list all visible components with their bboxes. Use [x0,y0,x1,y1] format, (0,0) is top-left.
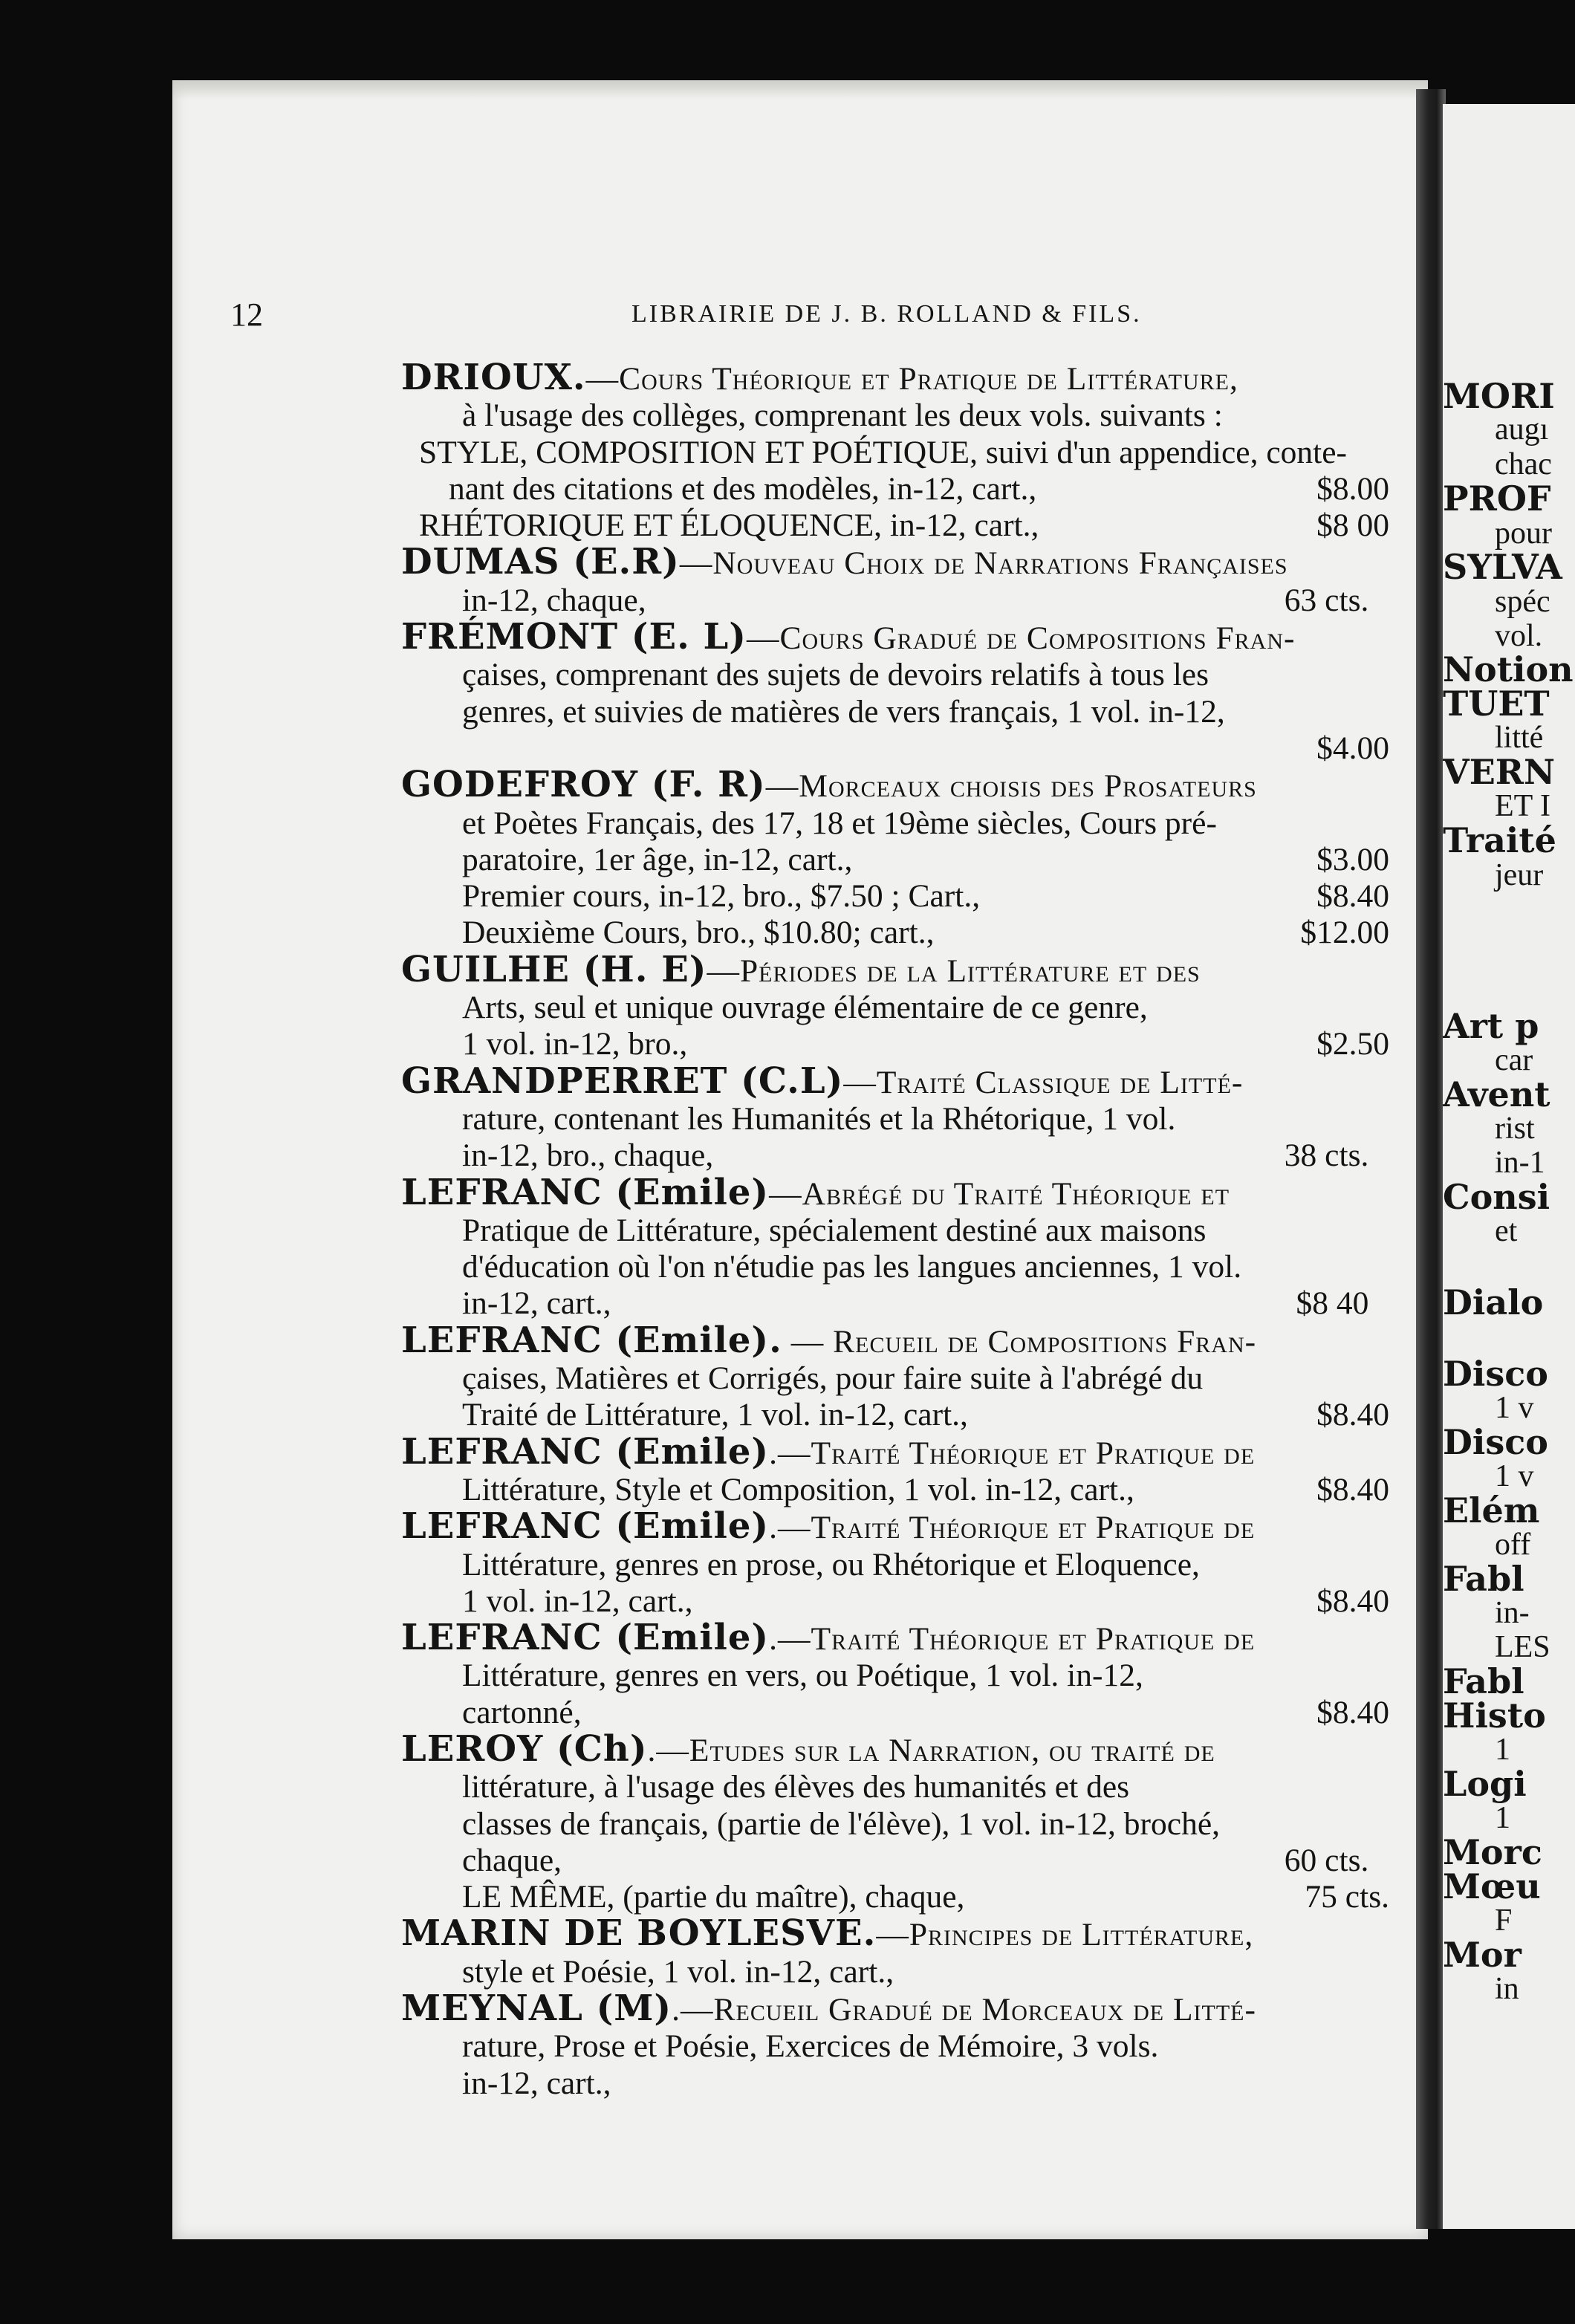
entry-text: Pratique de Littérature, spécialement destiné aux maisons [462,1212,1207,1248]
author-name: MEYNAL (M) [401,1987,672,2030]
adjacent-line: PROF [1443,478,1551,519]
entry-text: classes de français, (partie de l'élève), 1 vol. in-12, broché, [462,1805,1220,1842]
entry-text: —Nouveau Choix de Narrations Françaises [679,545,1288,582]
extra-line [401,1879,1389,1915]
adjacent-line: Disco [1443,1354,1548,1394]
adjacent-line: Art p [1443,1006,1539,1046]
author-name: FRÉMONT (E. L) [401,616,747,658]
entry-text: style et Poésie, 1 vol. in-12, cart., [462,1953,894,1990]
catalog-entry [401,1617,1389,1731]
entry-price: $2.50 [1316,1026,1389,1062]
entry-text: Littérature, genres en prose, ou Rhétorique et Eloquence, [462,1546,1200,1583]
author-name: LEFRANC (Emile) [401,1430,770,1473]
entry-text: Arts, seul et unique ouvrage élémentaire de ce genre, [462,990,1148,1026]
adjacent-line: Elém [1443,1490,1540,1531]
adjacent-line: 1 [1495,1801,1510,1835]
sub-entry-text: nant des citations et des modèles, in-12, cart., [449,470,1037,507]
adjacent-line: Notion [1443,649,1574,689]
entry-text: in-12, bro., chaque, [462,1137,714,1174]
entry-price: $8.40 [1316,1694,1389,1730]
entry-text: 1 vol. in-12, cart., [462,1583,693,1619]
adjacent-line: pour [1495,516,1552,551]
adjacent-line: augı [1495,412,1549,447]
entry-text: littérature, à l'usage des élèves des humanités et des [462,1769,1130,1805]
entry-text: cartonné, [462,1694,582,1730]
author-name: DRIOUX. [401,357,586,398]
entry-text: —Abrégé du Traité Théorique et [769,1175,1230,1212]
entry-text: Traité de Littérature, 1 vol. in-12, cart., [462,1397,968,1433]
author-name: LEFRANC (Emile) [401,1505,770,1548]
book-gutter [1416,89,1446,2229]
page-header [230,296,1389,337]
author-name: GODEFROY (F. R) [401,764,766,806]
entry-text: rature, contenant les Humanités et la Rhétorique, 1 vol. [462,1100,1176,1137]
adjacent-line: TUET [1443,684,1550,724]
catalog-entry [401,1727,1389,1879]
entry-text: çaises, comprenant des sujets de devoirs relatifs à tous les [462,657,1209,693]
sub-entry-text: RHÉTORIQUE ET ÉLOQUENCE, in-12, cart., [419,507,1039,544]
entry-text: —Cours Théorique et Pratique de Littérature, [585,361,1238,397]
catalog-entry [401,1912,1389,1990]
entry-text: Littérature, genres en vers, ou Poétique, 1 vol. in-12, [462,1658,1143,1694]
adjacent-line: Logi [1443,1764,1527,1804]
author-name: MARIN DE BOYLESVE. [401,1912,877,1955]
adjacent-line: vol. [1495,619,1543,653]
adjacent-line: Fabl [1443,1559,1524,1599]
entry-text: .—Traité Théorique et Pratique de [769,1510,1256,1546]
entry-price: 60 cts. [1284,1842,1369,1878]
entry-text: chaque, [462,1842,562,1878]
adjacent-line: in-1 [1495,1146,1545,1180]
adjacent-line: Histo [1443,1695,1546,1736]
entry-price: $8.40 [1316,1471,1389,1507]
entry-text: d'éducation où l'on n'étudie pas les langues anciennes, 1 vol. [462,1249,1242,1285]
adjacent-line: SYLVA [1443,547,1562,587]
catalog-listing [401,357,1389,2102]
entry-price: $8.40 [1316,1397,1389,1433]
entry-price: 75 cts. [1305,1879,1389,1915]
author-name: GUILHE (H. E) [401,948,707,990]
entry-text: à l'usage des collèges, comprenant les deux vols. suivants : [462,397,1223,434]
entry-text: in-12, chaque, [462,582,646,618]
entry-text: genres, et suivies de matières de vers français, 1 vol. in-12, [462,693,1225,730]
entry-price: $4.00 [1316,730,1389,766]
adjacent-line: Mœu [1443,1866,1541,1906]
entry-price: $8.40 [1316,878,1389,915]
catalog-entry [401,616,1389,767]
sub-entry-text: STYLE, COMPOSITION ET POÉTIQUE, suivi d'un appendice, conte- [419,434,1348,470]
author-name: LEFRANC (Emile) [401,1171,770,1213]
catalog-entry [401,357,1389,435]
entry-text: 1 vol. in-12, bro., [462,1026,688,1062]
adjacent-line: Dialo [1443,1282,1544,1322]
adjacent-line: Consi [1443,1177,1550,1217]
running-title: LIBRAIRIE DE J. B. ROLLAND & FILS. [631,300,1142,328]
extra-line-text: Premier cours, in-12, bro., $7.50 ; Cart., [462,878,981,915]
adjacent-line: LES [1495,1630,1550,1664]
entry-price: $8 00 [1316,507,1389,544]
adjacent-page [1443,104,1575,2229]
catalog-entry [401,1059,1389,1175]
author-name: LEFRANC (Emile) [401,1617,770,1659]
entry-text: paratoire, 1er âge, in-12, cart., [462,841,853,877]
entry-text: .—Traité Théorique et Pratique de [769,1621,1256,1658]
adjacent-line: chac [1495,447,1552,481]
adjacent-line: Avent [1443,1074,1550,1114]
adjacent-line: Disco [1443,1422,1548,1462]
adjacent-line: 1 v [1495,1391,1534,1425]
adjacent-line: Fabl [1443,1661,1524,1701]
adjacent-line: Mor [1443,1935,1522,1975]
catalog-entry [401,541,1389,619]
adjacent-line: rist [1495,1111,1535,1146]
catalog-entry [401,1171,1389,1322]
entry-text: .—Recueil Gradué de Morceaux de Litté- [672,1992,1256,2028]
adjacent-line: jeur [1495,858,1544,892]
adjacent-line: 1 [1495,1733,1510,1767]
adjacent-line: in [1495,1972,1519,2006]
adjacent-line: Morc [1443,1832,1542,1872]
entry-text: —Principes de Littérature, [876,1917,1254,1953]
adjacent-line: Traité [1443,820,1556,860]
adjacent-line: litté [1495,721,1544,755]
entry-price: 63 cts. [1284,582,1369,618]
entry-text: —Périodes de la Littérature et des [707,952,1201,989]
adjacent-line: off [1495,1528,1531,1562]
entry-price: $8.40 [1316,1583,1389,1619]
catalog-entry [401,764,1389,878]
entry-text: rature, Prose et Poésie, Exercices de Mémoire, 3 vols. [462,2028,1159,2065]
entry-text: Littérature, Style et Composition, 1 vol. in-12, cart., [462,1471,1134,1507]
extra-line [401,878,1389,915]
entry-text: —Morceaux choisis des Prosateurs [765,768,1257,805]
author-name: GRANDPERRET (C.L) [401,1059,844,1102]
entry-price: $8.00 [1316,470,1389,507]
extra-line [401,915,1389,951]
entry-text: et Poètes Français, des 17, 18 et 19ème siècles, Cours pré- [462,805,1217,841]
adjacent-line: et [1495,1214,1518,1248]
adjacent-line: MORI [1443,376,1555,416]
sub-entry [401,507,1389,544]
entry-text: in-12, cart., [462,1285,611,1322]
author-name: LEROY (Ch) [401,1727,648,1770]
adjacent-line: VERN [1443,752,1556,792]
entry-text: —Cours Gradué de Compositions Fran- [746,620,1296,657]
adjacent-line: car [1495,1043,1533,1077]
catalog-entry [401,1505,1389,1620]
catalog-entry [401,1319,1389,1434]
entry-text: —Traité Classique de Litté- [843,1064,1244,1100]
page-number: 12 [230,296,263,333]
catalog-entry [401,948,1389,1063]
extra-line-text: LE MÊME, (partie du maître), chaque, [462,1879,965,1915]
author-name: LEFRANC (Emile). [401,1319,782,1361]
adjacent-line: in- [1495,1596,1530,1630]
sub-entry [401,435,1389,508]
entry-text: .—Traité Théorique et Pratique de [769,1435,1256,1471]
catalog-entry [401,1987,1389,2102]
entry-price: $12.00 [1300,915,1389,951]
catalog-entry [401,1430,1389,1509]
extra-line-text: Deuxième Cours, bro., $10.80; cart., [462,915,935,951]
entry-price: $8 40 [1296,1285,1369,1322]
adjacent-line: spéc [1495,585,1550,619]
entry-text: in-12, cart., [462,2065,611,2101]
author-name: DUMAS (E.R) [401,541,680,583]
adjacent-line: F [1495,1903,1513,1938]
entry-text: .—Etudes sur la Narration, ou traité de [647,1732,1215,1768]
adjacent-line: ET I [1495,789,1551,823]
entry-price: $3.00 [1316,841,1389,877]
entry-price: 38 cts. [1284,1137,1369,1174]
adjacent-line: 1 v [1495,1459,1534,1493]
entry-text: çaises, Matières et Corrigés, pour faire suite à l'abrégé du [462,1360,1204,1397]
entry-text: — Recueil de Compositions Fran- [782,1323,1257,1360]
